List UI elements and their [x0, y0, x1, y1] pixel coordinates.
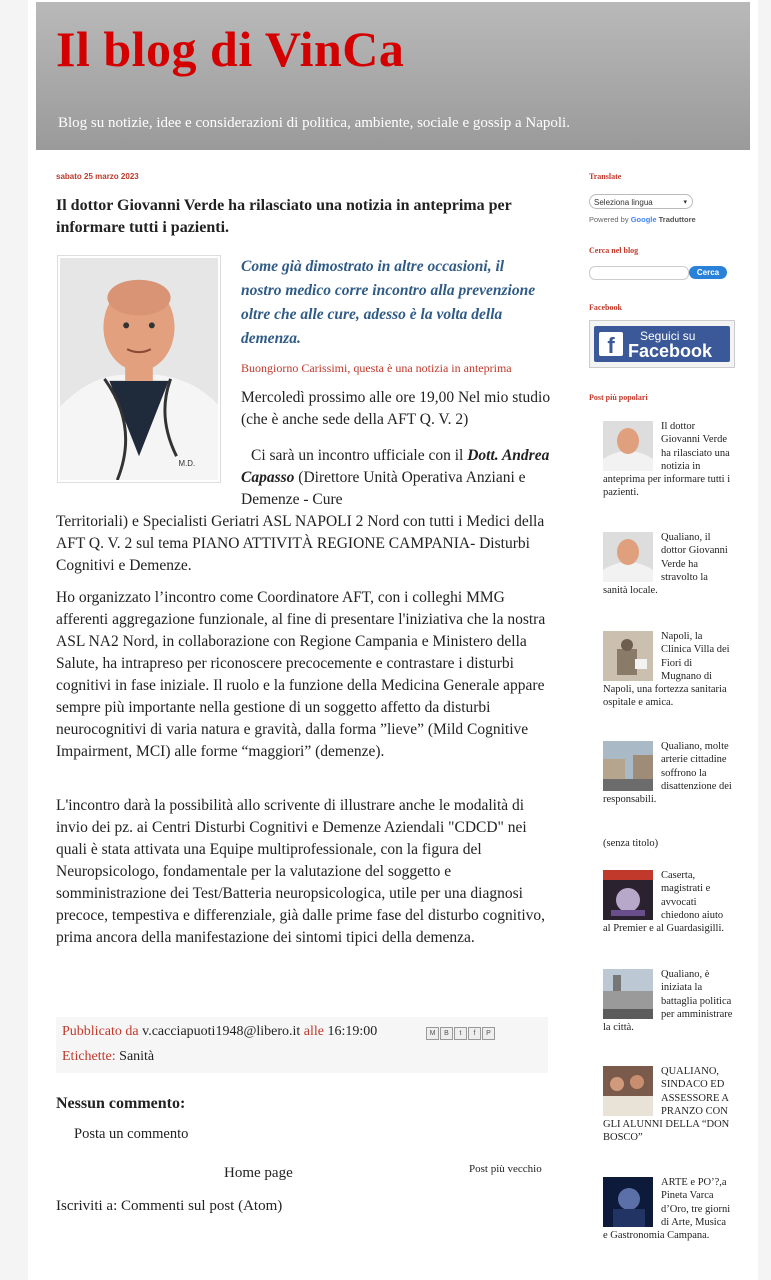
post-title[interactable]: Il dottor Giovanni Verde ha rilasciato una notizia in anteprima per informare tutti i pazienti.: [56, 197, 512, 236]
older-post-link[interactable]: Post più vecchio: [469, 1163, 542, 1175]
share-buttons: [426, 1027, 495, 1040]
share-twitter-icon[interactable]: t: [454, 1027, 467, 1040]
popular-post-7[interactable]: [603, 968, 733, 1034]
at-label: alle: [303, 1024, 324, 1039]
paragraph-2-rest: (Direttore Unità Operativa Anziani e Demenze - Cure: [241, 469, 526, 508]
popular-post-5[interactable]: (senza titolo): [603, 838, 659, 849]
post-comment-link[interactable]: Posta un commento: [74, 1126, 189, 1142]
search-button[interactable]: Cerca: [689, 266, 727, 279]
popular-post-7-title: Qualiano, è iniziata la battaglia politica per amministrare la città.: [603, 969, 733, 1034]
coat-label: M.D.: [178, 459, 196, 469]
popular-post-9-thumbnail[interactable]: [603, 1177, 653, 1227]
post-date: sabato 25 marzo 2023: [56, 172, 139, 181]
powered-by-google: [589, 215, 696, 224]
powered-by-label: Powered by: [589, 215, 629, 224]
post-greeting: Buongiorno Carissimi, questa è una notizia in anteprima: [241, 361, 512, 375]
popular-post-4[interactable]: [603, 740, 733, 806]
popular-post-6-title: Caserta, magistrati e avvocati chiedono aiuto al Premier e al Guardasigilli.: [603, 870, 725, 935]
translator-link[interactable]: Traduttore: [658, 215, 696, 224]
popular-post-3-title: Napoli, la Clinica Villa dei Fiori di Mugnano di Napoli, una fortezza sanitaria ospitale e amica.: [603, 631, 730, 709]
popular-post-7-thumbnail[interactable]: [603, 969, 653, 1019]
popular-post-8[interactable]: [603, 1065, 733, 1145]
popular-post-3[interactable]: [603, 630, 733, 710]
popular-posts-heading: Post più popolari: [589, 393, 648, 402]
facebook-follow-label: Seguici su: [640, 329, 696, 343]
comments-heading: Nessun commento:: [56, 1095, 186, 1112]
search-heading: Cerca nel blog: [589, 246, 639, 255]
popular-post-6-thumbnail[interactable]: [603, 870, 653, 920]
post-paragraph-2: [241, 445, 551, 511]
published-by-label: Pubblicato da: [62, 1024, 139, 1039]
post-labels: [62, 1049, 154, 1065]
post-time[interactable]: 16:19:00: [327, 1024, 378, 1039]
share-email-icon[interactable]: M: [426, 1027, 439, 1040]
popular-post-4-title: Qualiano, molte arterie cittadine soffrono la disattenzione dei responsabili.: [603, 741, 732, 806]
facebook-name-label: Facebook: [628, 341, 713, 361]
paragraph-2-intro: Ci sarà un incontro ufficiale con il: [251, 447, 464, 464]
popular-post-1-title: Il dottor Giovanni Verde ha rilasciato una notizia in anteprima per informare tutti i pazienti.: [603, 421, 731, 499]
translate-heading: Translate: [589, 172, 622, 181]
google-logo: Google: [630, 215, 657, 224]
popular-post-8-thumbnail[interactable]: [603, 1066, 653, 1116]
subscribe-atom-link[interactable]: Commenti sul post (Atom): [120, 1198, 283, 1214]
popular-post-4-thumbnail[interactable]: [603, 741, 653, 791]
popular-post-9-title: ARTE e PO’?,a Pineta Varca d’Oro, tre giorni di Arte, Musica e Gastronomia Campana.: [603, 1177, 731, 1242]
post-paragraph-4: L'incontro darà la possibilità allo scrivente di illustrare anche le modalità di invio dei pz. ai Centri Disturbi Cognitivi e Demenze Aziendali "CDCD" nei quali è stata attivata una Equipe multiprofessionale, con la figura del Neuropsicologo, fondamentale per la valutazione del soggetto e somministrazione dei Test/Batteria neuropsicologica, utile per una diagnosi precoce, tempestiva e differenziale, già dalle prime fase del disturbo cognitivo, prima ancora della manifestazione dei sintomi tipici della demenza.: [56, 797, 546, 946]
share-blogthis-icon[interactable]: B: [440, 1027, 453, 1040]
popular-post-3-thumbnail[interactable]: [603, 631, 653, 681]
share-facebook-icon[interactable]: f: [468, 1027, 481, 1040]
post-footer: [56, 1017, 548, 1073]
popular-post-1[interactable]: [603, 420, 733, 500]
paragraph-2-name: Dott. Andrea Capasso: [241, 447, 550, 486]
blog-title[interactable]: Il blog di VinCa: [56, 21, 405, 77]
chevron-down-icon: ▾: [683, 199, 687, 206]
post-author[interactable]: v.cacciapuoti1948@libero.it: [142, 1024, 301, 1039]
popular-post-1-thumbnail[interactable]: [603, 421, 653, 471]
facebook-follow-button[interactable]: [589, 320, 735, 368]
label-sanita[interactable]: Sanità: [119, 1049, 155, 1064]
search-input[interactable]: [589, 266, 689, 280]
home-page-link[interactable]: Home page: [224, 1165, 293, 1181]
subscribe-line: [56, 1198, 282, 1215]
post-byline: [62, 1024, 377, 1040]
popular-post-2[interactable]: [603, 531, 733, 597]
post-paragraph-3: Ho organizzato l’incontro come Coordinatore AFT, con i colleghi MMG afferenti aggregazione funzionale, al fine di presentare l'iniziativa che la nostra ASL NA2 Nord, in collaborazione con Regione Campania e Ministero della Salute, ha intrapreso per riconoscere precocemente e contrastare i disturbi cognitivi in fase iniziale. Il ruolo e la funzione della Medicina Generale appare sempre più importante nella gestione di un soggetto affetto da disturbi neurocognitivi di varia natura e gravità, dalla forma ”lieve” (Mild Cognitive Impairment, MCI) alle forme “maggiori” (demenze).: [56, 589, 546, 760]
blog-description: Blog su notizie, idee e considerazioni di politica, ambiente, sociale e gossip a Napoli.: [58, 115, 570, 131]
popular-post-2-thumbnail[interactable]: [603, 532, 653, 582]
subscribe-label: Iscriviti a:: [56, 1198, 118, 1214]
popular-post-2-title: Qualiano, il dottor Giovanni Verde ha stravolto la sanità locale.: [603, 532, 728, 597]
popular-post-9[interactable]: [603, 1176, 733, 1242]
language-select-value: Seleziona lingua: [594, 198, 653, 207]
labels-label: Etichette:: [62, 1049, 116, 1064]
popular-post-8-title: QUALIANO, SINDACO ED ASSESSORE A PRANZO CON GLI ALUNNI DELLA “DON BOSCO”: [603, 1066, 730, 1144]
facebook-badge: [594, 326, 730, 362]
doctor-portrait-image: [60, 258, 218, 480]
doctor-photo[interactable]: [57, 255, 221, 483]
share-pinterest-icon[interactable]: P: [482, 1027, 495, 1040]
post-lead: Come già dimostrato in altre occasioni, il nostro medico corre incontro alla prevenzione oltre che alle cure, adesso è la volta della demenza.: [241, 258, 536, 347]
blog-header: [36, 2, 750, 150]
facebook-icon: f: [599, 332, 623, 356]
post-paragraph-2-continued: Territoriali) e Specialisti Geriatri ASL NAPOLI 2 Nord con tutti i Medici della AFT Q. V. 2 sul tema PIANO ATTIVITÀ REGIONE CAMPANIA- Disturbi Cognitivi e Demenze.: [56, 513, 545, 574]
popular-post-6[interactable]: [603, 869, 733, 935]
facebook-heading: Facebook: [589, 303, 622, 312]
post-paragraph-1: Mercoledì prossimo alle ore 19,00 Nel mio studio (che è anche sede della AFT Q. V. 2): [241, 389, 551, 428]
language-select[interactable]: [589, 194, 693, 209]
